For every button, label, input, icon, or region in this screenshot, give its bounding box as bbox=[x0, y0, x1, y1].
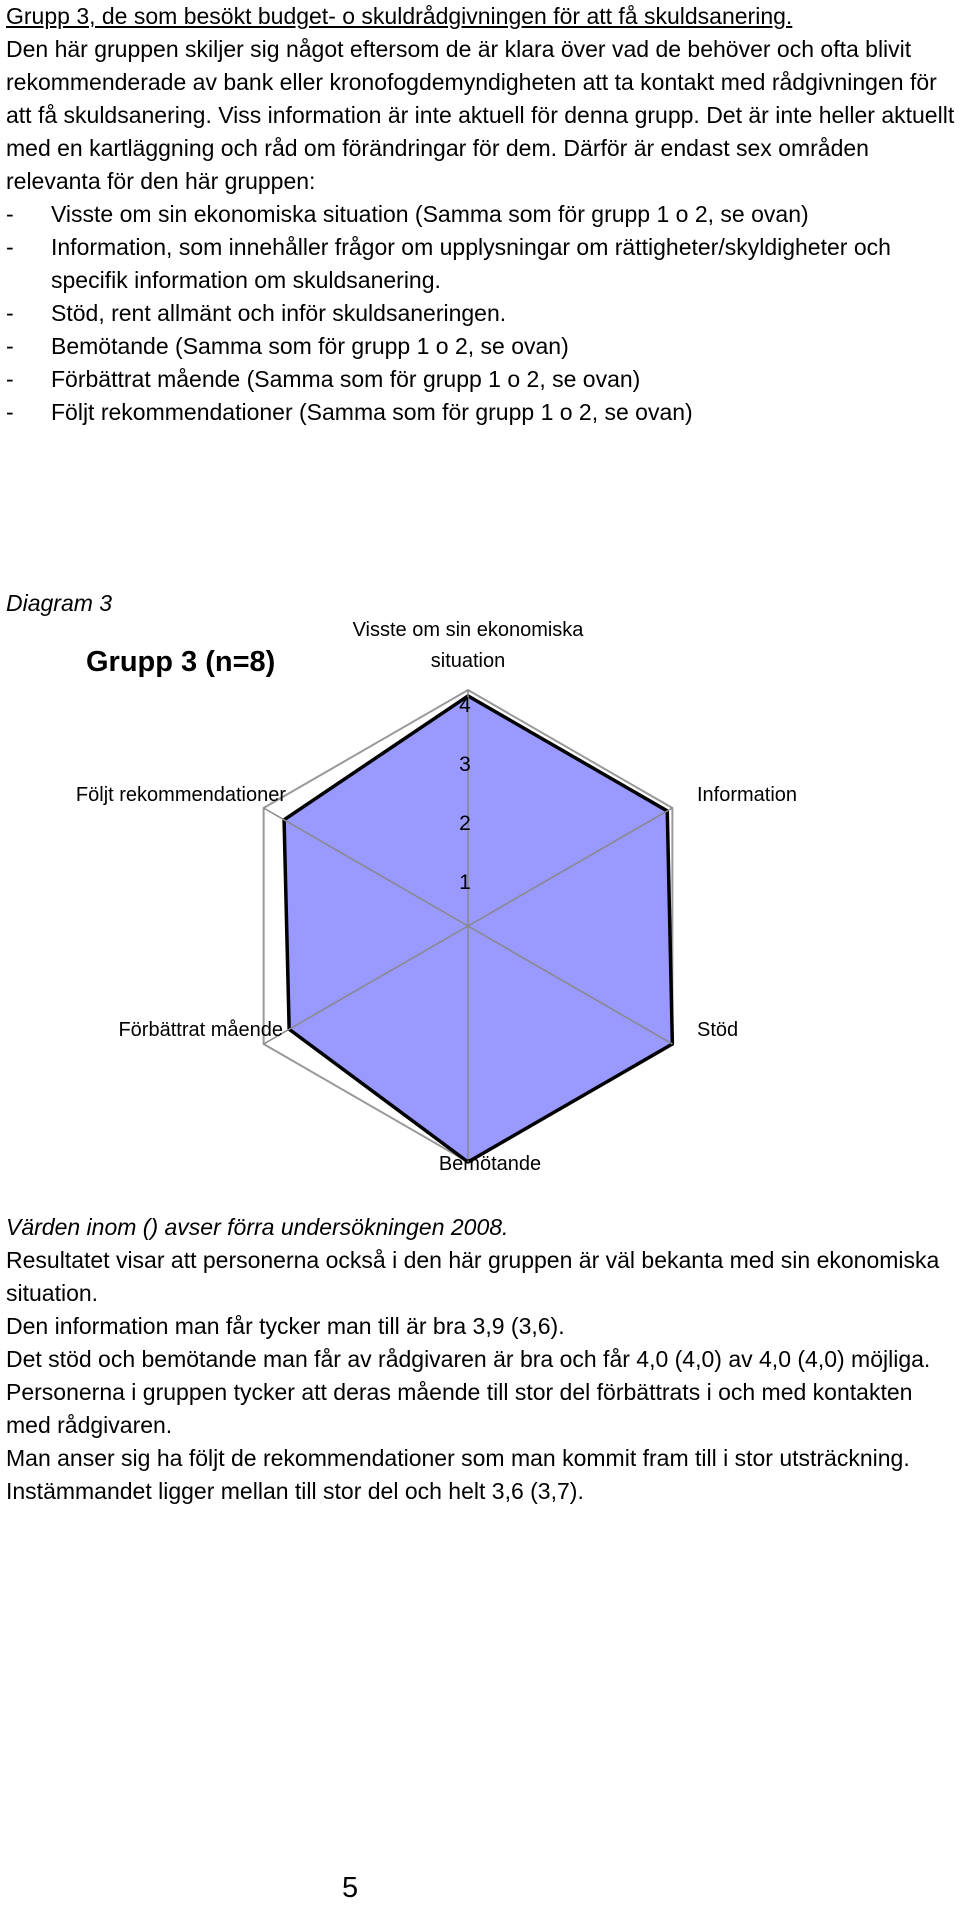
list-item-text: Bemötande (Samma som för grupp 1 o 2, se ovan) bbox=[51, 333, 569, 359]
previous-survey-note: Värden inom () avser förra undersökningen 2008. bbox=[6, 1214, 509, 1240]
top-text bbox=[6, 0, 956, 429]
result-paragraph: Resultatet visar att personerna också i den här gruppen är väl bekanta med sin ekonomiska situation. bbox=[6, 1247, 940, 1306]
list-dash: - bbox=[6, 201, 14, 227]
list-item bbox=[6, 198, 956, 231]
result-paragraph: Det stöd och bemötande man får av rådgivaren är bra och får 4,0 (4,0) av 4,0 (4,0) möjliga. bbox=[6, 1346, 931, 1372]
radar-category-label: Stöd bbox=[697, 1019, 739, 1041]
list-dash: - bbox=[6, 300, 14, 326]
chart-title: Grupp 3 (n=8) bbox=[86, 646, 276, 678]
radar-category-label: Bemötande bbox=[438, 1153, 542, 1175]
radar-category-label: Visste om sin ekonomiska situation bbox=[352, 619, 584, 672]
list-item bbox=[6, 330, 956, 363]
list-item-text: Förbättrat mående (Samma som för grupp 1 o 2, se ovan) bbox=[51, 366, 641, 392]
radar-tick-label: 2 bbox=[459, 812, 471, 835]
radar-category-label: Följt rekommendationer bbox=[75, 784, 286, 806]
list-item-text: Följt rekommendationer (Samma som för grupp 1 o 2, se ovan) bbox=[51, 399, 693, 425]
list-item-text: Stöd, rent allmänt och inför skuldsaneringen. bbox=[51, 300, 507, 326]
list-item bbox=[6, 231, 956, 297]
diagram-label: Diagram 3 bbox=[6, 590, 113, 616]
radar-category-label: Förbättrat mående bbox=[118, 1019, 283, 1041]
result-paragraph: Den information man får tycker man till är bra 3,9 (3,6). bbox=[6, 1313, 565, 1339]
list-dash: - bbox=[6, 399, 14, 425]
list-dash: - bbox=[6, 234, 14, 260]
relevant-areas-list bbox=[6, 198, 956, 429]
page-number: 5 bbox=[342, 1872, 359, 1904]
list-item-text: Visste om sin ekonomiska situation (Samma som för grupp 1 o 2, se ovan) bbox=[51, 201, 809, 227]
intro-paragraph: Den här gruppen skiljer sig något eftersom de är klara över vad de behöver och ofta blivit rekommenderade av bank eller kronofogdemyndigheten att ta kontakt med rådgivningen för att få skuldsanering. Viss information är inte aktuell för denna grupp. Det är inte heller aktuellt med en kartläggning och råd om förändringar för dem. Därför är endast sex områden relevanta för den här gruppen: bbox=[6, 36, 955, 194]
bottom-text bbox=[6, 1211, 956, 1508]
radar-tick-label: 4 bbox=[459, 694, 471, 717]
list-dash: - bbox=[6, 333, 14, 359]
radar-tick-label: 3 bbox=[459, 753, 471, 776]
radar-chart bbox=[0, 600, 960, 1180]
list-item bbox=[6, 363, 956, 396]
result-paragraph: Man anser sig ha följt de rekommendationer som man kommit fram till i stor utsträckning. Instämmandet ligger mellan till stor del och helt 3,6 (3,7). bbox=[6, 1445, 910, 1504]
list-dash: - bbox=[6, 366, 14, 392]
list-item bbox=[6, 297, 956, 330]
list-item bbox=[6, 396, 956, 429]
section-heading: Grupp 3, de som besökt budget- o skuldrådgivningen för att få skuldsanering. bbox=[6, 3, 793, 29]
result-paragraph: Personerna i gruppen tycker att deras mående till stor del förbättrats i och med kontakten med rådgivaren. bbox=[6, 1379, 913, 1438]
radar-tick-label: 1 bbox=[459, 871, 471, 894]
radar-category-label: Information bbox=[697, 784, 798, 806]
list-item-text: Information, som innehåller frågor om upplysningar om rättigheter/skyldigheter och specifik information om skuldsanering. bbox=[51, 234, 891, 293]
